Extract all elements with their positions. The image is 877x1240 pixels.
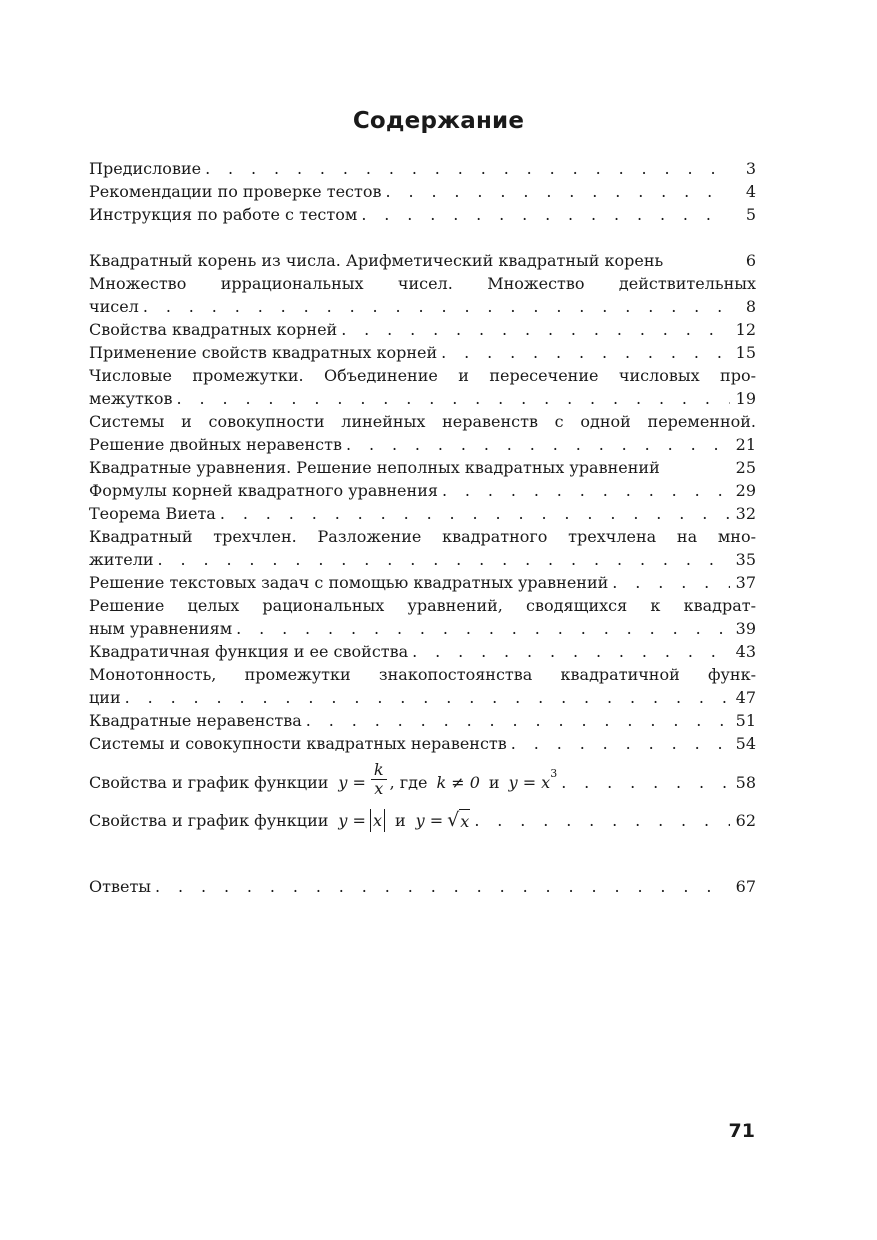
toc-entry[interactable] xyxy=(89,180,756,203)
dot-leader xyxy=(158,548,730,571)
formula-var-y: y xyxy=(338,772,348,792)
toc-entry-page: 67 xyxy=(735,877,756,896)
sqrt-icon: √ xyxy=(447,809,460,831)
toc-entry-page: 4 xyxy=(745,182,756,201)
toc-entry-title: Инструкция по работе с тестом xyxy=(89,205,358,224)
toc-entry[interactable] xyxy=(89,479,756,502)
toc-entry-title: Применение свойств квадратных корней xyxy=(89,343,438,362)
toc-entry-page: 15 xyxy=(735,343,756,362)
toc-entry[interactable] xyxy=(89,318,756,341)
toc-entry-title: Рекомендации по проверке тестов xyxy=(89,182,382,201)
toc-entry-page: 8 xyxy=(745,297,756,316)
toc-entry[interactable] xyxy=(89,594,756,640)
toc-entry[interactable] xyxy=(89,249,756,272)
formula-and: и xyxy=(488,772,500,792)
toc-entry-page: 62 xyxy=(735,811,756,830)
toc-entry-title: Системы и совокупности квадратных неравенств xyxy=(89,734,507,753)
toc-entry-title: Квадратный корень из числа. Арифметический квадратный корень xyxy=(89,251,664,270)
toc-entry[interactable] xyxy=(89,875,756,898)
dot-leader xyxy=(412,640,730,663)
toc-entry-page: 5 xyxy=(745,205,756,224)
dot-leader xyxy=(612,571,730,594)
toc-entry-title: Свойства квадратных корней xyxy=(89,320,338,339)
toc-entry-title-line1: Числовые промежутки. Объединение и пересечение числовых про- xyxy=(89,366,756,385)
toc-entry-title: Формулы корней квадратного уравнения xyxy=(89,481,438,500)
toc-entry-title-line1: Системы и совокупности линейных неравенств с одной переменной. xyxy=(89,412,756,431)
dot-leader xyxy=(441,341,730,364)
toc-entry-page: 43 xyxy=(735,642,756,661)
toc-entry[interactable] xyxy=(89,732,756,755)
toc-entry[interactable] xyxy=(89,502,756,525)
toc-entry-page: 21 xyxy=(735,435,756,454)
dot-leader xyxy=(220,502,730,525)
toc-entry-page: 12 xyxy=(735,320,756,339)
fraction-k-over-x xyxy=(371,761,387,798)
dot-leader xyxy=(306,709,730,732)
dot-leader xyxy=(511,732,730,755)
toc-entry[interactable] xyxy=(89,203,756,226)
toc-entry[interactable] xyxy=(89,571,756,594)
dot-leader xyxy=(341,318,730,341)
toc-entry-title: Квадратные уравнения. Решение неполных квадратных уравнений xyxy=(89,458,660,477)
toc-entry-title-line1: Множество иррациональных чисел. Множество действительных xyxy=(89,274,756,293)
formula-var-y: y = xyxy=(338,811,366,830)
formula-exponent: 3 xyxy=(550,766,558,780)
formula-abs-x: x xyxy=(370,809,385,832)
toc-entry-page: 39 xyxy=(735,619,756,638)
toc-entry-page: 19 xyxy=(735,389,756,408)
toc-entry-page: 29 xyxy=(735,481,756,500)
toc-entry-page: 3 xyxy=(745,159,756,178)
toc-entry[interactable] xyxy=(89,364,756,410)
toc-entry-title: Квадратичная функция и ее свойства xyxy=(89,642,409,661)
toc-entry-page: 35 xyxy=(735,550,756,569)
toc-entry-title: Ответы xyxy=(89,877,152,896)
toc-entry[interactable] xyxy=(89,525,756,571)
fraction-numerator: k xyxy=(371,761,387,780)
formula-equals: = xyxy=(352,772,366,792)
toc-entry[interactable] xyxy=(89,759,756,802)
toc-entry-title: ции xyxy=(89,688,121,707)
formula-and: и xyxy=(394,811,406,830)
toc-entry[interactable] xyxy=(89,157,756,180)
dot-leader xyxy=(361,203,730,226)
formula-condition: k ≠ 0 xyxy=(436,772,480,792)
toc-entry[interactable] xyxy=(89,456,756,479)
page-number: 71 xyxy=(728,1120,755,1142)
dot-leader xyxy=(561,771,730,794)
toc-entry-page: 54 xyxy=(735,734,756,753)
toc-entry-title: жители xyxy=(89,550,154,569)
formula-cubic: y = x xyxy=(508,772,551,792)
dot-leader xyxy=(386,180,730,203)
toc-entry-page: 6 xyxy=(745,251,756,270)
toc-entry-title: Свойства и график функции xyxy=(89,772,329,792)
dot-leader xyxy=(125,686,730,709)
dot-leader xyxy=(236,617,730,640)
toc-entry-page: 58 xyxy=(735,772,756,792)
toc-entry-title: Свойства и график функции xyxy=(89,811,329,830)
toc-entry-title: межутков xyxy=(89,389,173,408)
toc-entry-page: 25 xyxy=(735,458,756,477)
toc-entry-page: 51 xyxy=(735,711,756,730)
dot-leader xyxy=(474,809,730,832)
dot-leader xyxy=(177,387,730,410)
toc-entry[interactable] xyxy=(89,663,756,709)
toc-entry-title: Теорема Виета xyxy=(89,504,216,523)
formula-var-y2: y = xyxy=(415,811,444,830)
toc-entry-title: чисел xyxy=(89,297,139,316)
fraction-denominator: x xyxy=(374,778,384,798)
toc-entry-title-line1: Монотонность, промежутки знакопостоянства квадратичной функ- xyxy=(89,665,756,684)
toc-entry-title: Решение текстовых задач с помощью квадратных уравнений xyxy=(89,573,609,592)
toc-entry[interactable] xyxy=(89,640,756,663)
toc-entry-title: Предисловие xyxy=(89,159,202,178)
table-of-contents xyxy=(89,157,756,898)
page-title: Содержание xyxy=(352,108,525,134)
formula-where: , где xyxy=(389,772,428,792)
dot-leader xyxy=(442,479,730,502)
toc-entry-title: Решение двойных неравенств xyxy=(89,435,342,454)
toc-entry[interactable] xyxy=(89,709,756,732)
toc-entry[interactable] xyxy=(89,802,756,839)
toc-entry-page: 47 xyxy=(735,688,756,707)
toc-entry-title: Квадратные неравенства xyxy=(89,711,302,730)
dot-leader xyxy=(155,875,730,898)
toc-entry[interactable] xyxy=(89,272,756,318)
toc-entry-title-line1: Решение целых рациональных уравнений, сводящихся к квадрат- xyxy=(89,596,756,615)
dot-leader xyxy=(346,433,730,456)
formula-radicand: x xyxy=(459,809,470,833)
toc-entry-title-line1: Квадратный трехчлен. Разложение квадратного трехчлена на мно- xyxy=(89,527,756,546)
toc-entry[interactable] xyxy=(89,341,756,364)
toc-entry-page: 37 xyxy=(735,573,756,592)
toc-entry-page: 32 xyxy=(735,504,756,523)
toc-entry[interactable] xyxy=(89,410,756,456)
toc-entry-title: ным уравнениям xyxy=(89,619,233,638)
dot-leader xyxy=(143,295,730,318)
dot-leader xyxy=(205,157,730,180)
